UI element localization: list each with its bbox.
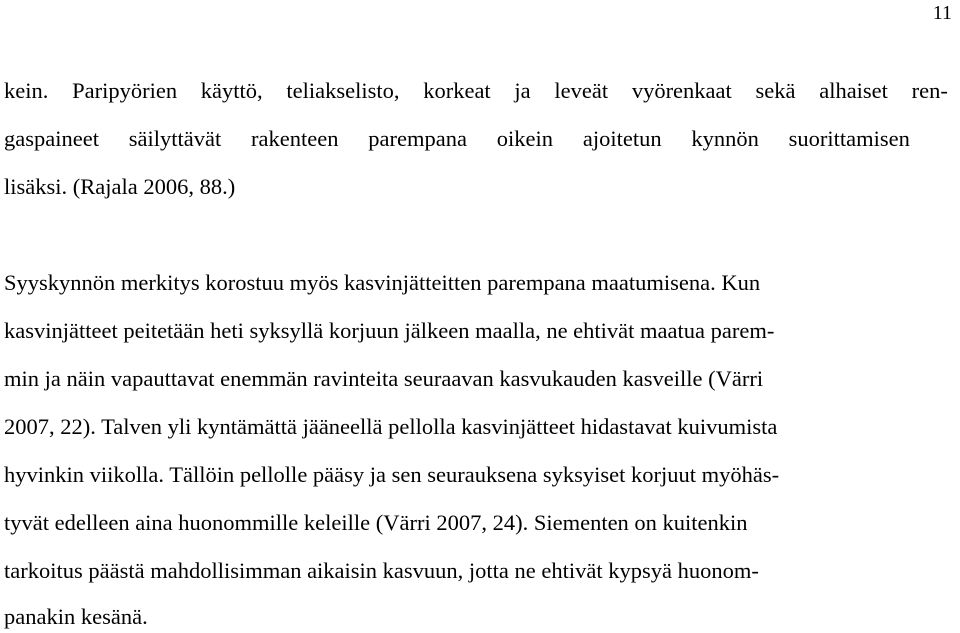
paragraph-2-line-4: 2007, 22). Talven yli kyntämättä jääneellä pellolla kasvinjätteet hidastavat kuivumista <box>4 414 778 439</box>
paragraph-2-line-7: tarkoitus päästä mahdollisimman aikaisin kasvuun, jotta ne ehtivät kypsyä huonom- <box>4 558 759 583</box>
word: vyörenkaat <box>631 78 732 103</box>
paragraph-2-line-5: hyvinkin viikolla. Tällöin pellolle pääsy ja sen seurauksena syksyiset korjuut myöhäs- <box>4 462 780 487</box>
word: säilyttävät <box>128 126 222 151</box>
paragraph-1-line-3: lisäksi. (Rajala 2006, 88.) <box>4 174 236 199</box>
word: korkeat <box>423 78 491 103</box>
paragraph-2-line-2: kasvinjätteet peitetään heti syksyllä korjuun jälkeen maalla, ne ehtivät maatua parem- <box>4 318 775 343</box>
paragraph-2-line-1: Syyskynnön merkitys korostuu myös kasvinjätteitten parempana maatumisena. Kun <box>4 270 761 295</box>
word: ja <box>514 78 531 103</box>
word: Paripyörien <box>72 78 178 103</box>
word: käyttö, <box>200 78 263 103</box>
word: sekä <box>755 78 796 103</box>
paragraph-2-line-6: tyvät edelleen aina huonommille keleille (Värri 2007, 24). Siementen on kuitenkin <box>4 510 748 535</box>
word: teliakselisto, <box>286 78 400 103</box>
paragraph-1-line-1 <box>4 78 948 104</box>
page-number: 11 <box>932 2 952 24</box>
word: alhaiset <box>819 78 888 103</box>
word: kynnön <box>691 126 759 151</box>
word: ajoitetun <box>582 126 662 151</box>
word: ren- <box>911 78 948 103</box>
word: kein. <box>4 78 49 103</box>
paragraph-2-line-8: panakin kesänä. <box>4 604 148 629</box>
paragraph-1-line-2 <box>4 126 910 152</box>
word: parempana <box>368 126 467 151</box>
word: rakenteen <box>251 126 339 151</box>
word: oikein <box>496 126 554 151</box>
word: gaspaineet <box>4 126 99 151</box>
word: suorittamisen <box>788 126 910 151</box>
word: leveät <box>554 78 609 103</box>
paragraph-2-line-3: min ja näin vapauttavat enemmän ravinteita seuraavan kasvukauden kasveille (Värri <box>4 366 764 391</box>
